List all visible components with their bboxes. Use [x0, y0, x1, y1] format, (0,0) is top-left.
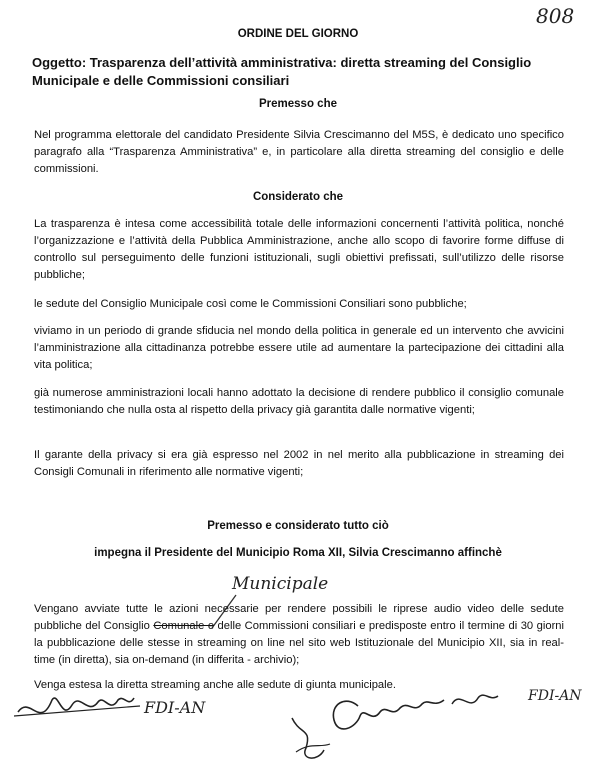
- considerato-heading: Considerato che: [252, 191, 344, 203]
- premesso-paragraph: Nel programma elettorale del candidato Presidente Silvia Crescimanno del M5S, è dedicato uno specifico paragrafo alla “Trasparenza Amministrativa” e, in particolare alla diretta streaming del consiglio e delle commissioni.: [34, 129, 564, 175]
- vengano-text-a: Vengano avviate tutte le azioni necessarie per rendere possibili le riprese audio video delle sedute pubbliche del Consiglio: [34, 603, 564, 632]
- subject-line: Oggetto: Trasparenza dell’attività amministrativa: diretta streaming del Consiglio Municipale e delle Commissioni consiliari: [32, 55, 532, 88]
- struck-text: Comunale e: [153, 620, 215, 632]
- considerato-item: Il garante della privacy si era già espresso nel 2002 in nel merito alla pubblicazione in streaming dei Consigli Comunali in riferimento alle normative vigenti;: [34, 449, 564, 478]
- considerato-item: La trasparenza è intesa come accessibilità totale delle informazioni concernenti l’attività politica, nonché l’organizzazione e l’attività della Pubblica Amministrazione, anche allo scopo di favorire forme diffuse di controllo sul perseguimento delle funzioni istituzionali, sugli obiettivi prefissati, sull’utilizzo delle risorse pubbliche;: [34, 218, 564, 281]
- document-title: ORDINE DEL GIORNO: [237, 28, 359, 40]
- considerato-item: già numerose amministrazioni locali hanno adottato la decisione di rendere pubblico il consiglio comunale testimoniando che nulla osta al rispetto della privacy già garantita dalle normative vigenti;: [34, 387, 564, 416]
- premesso-heading: Premesso che: [259, 98, 337, 110]
- considerato-item: viviamo in un periodo di grande sfiducia nel mondo della politica in generale ed un intervento che avvicini l’amministrazione alla cittadinanza potrebbe essere utile ad aumentare la partecipazione dei cittadini alla vita politica;: [34, 325, 564, 371]
- handwritten-insertion: Municipale: [232, 574, 329, 594]
- considerato-item: le sedute del Consiglio Municipale così come le Commissioni Consiliari sono pubbliche;: [34, 298, 467, 310]
- signature-right-note: FDI-AN: [528, 688, 582, 704]
- page-number-handwritten: 808: [536, 4, 575, 28]
- signature-left-note: FDI-AN: [144, 698, 206, 717]
- conclusion-heading: Premesso e considerato tutto ciò: [207, 520, 389, 532]
- impegna-line: impegna il Presidente del Municipio Roma XII, Silvia Crescimanno affinchè: [94, 547, 502, 559]
- venga-estesa-paragraph: Venga estesa la diretta streaming anche alle sedute di giunta municipale.: [34, 679, 396, 691]
- vengano-paragraph: [34, 601, 564, 669]
- vengano-text-b: delle Commissioni consiliari e predisposte entro il termine di 30 giorni la pubblicazione delle stesse in streaming on line nel sito web Istituzionale del Municipio XII, sia in real-time (in diretta), sia on-demand (in differita - archivio);: [34, 620, 565, 666]
